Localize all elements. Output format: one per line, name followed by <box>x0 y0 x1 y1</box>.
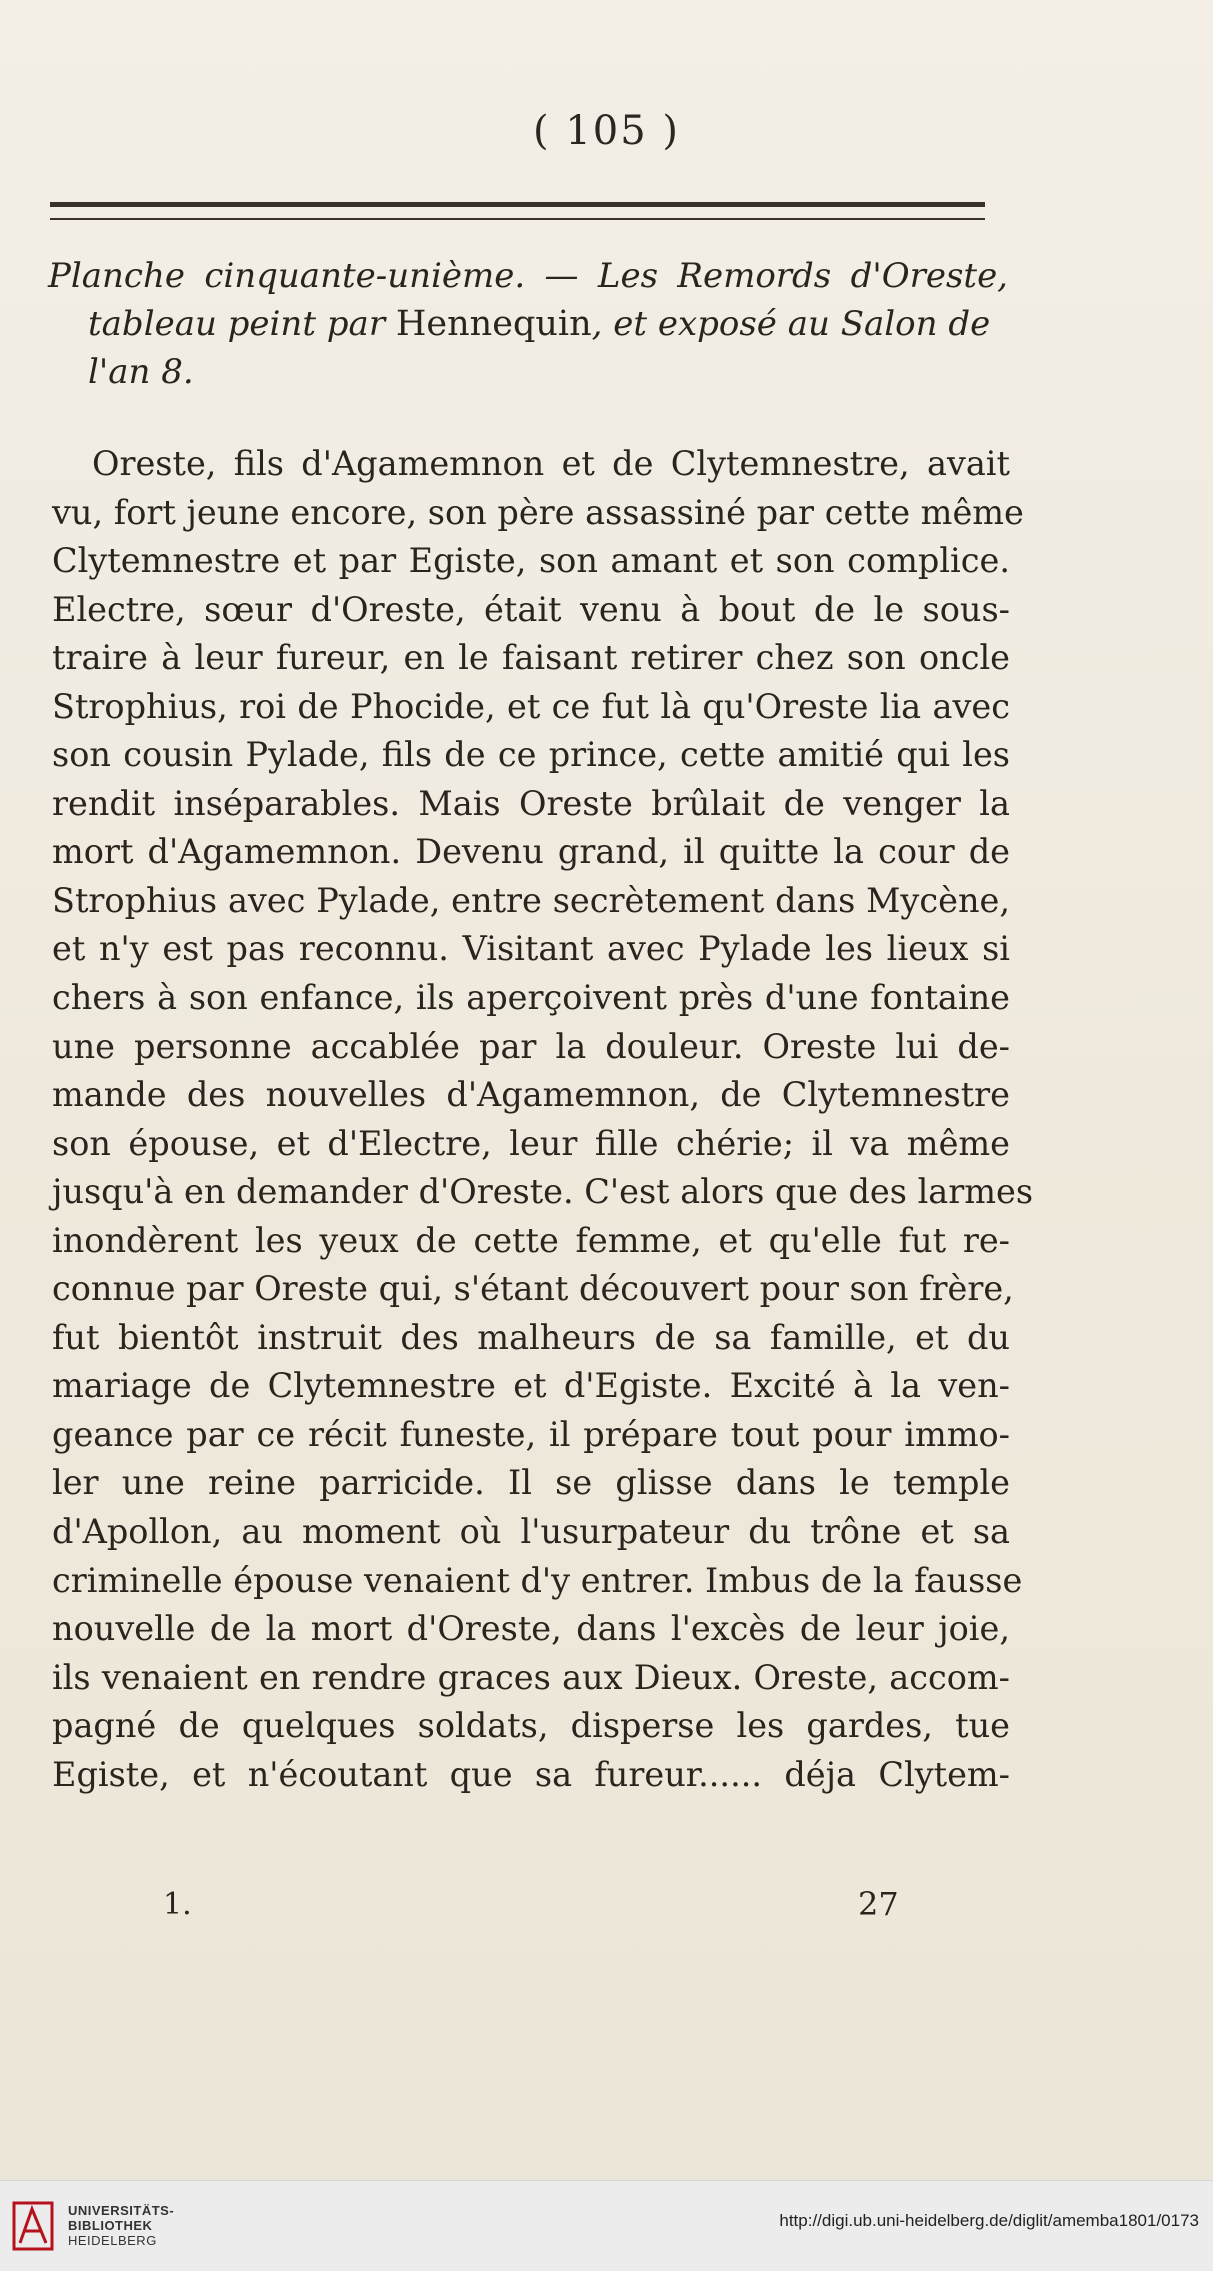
caption-line-3: l'an 8. <box>88 352 194 392</box>
text-line: criminelle épouse venaient d'y entrer. Imbus de la fausse <box>52 1560 1023 1600</box>
caption-line-1: Planche cinquante-unième. — Les Remords d'Oreste, <box>48 256 1008 296</box>
text-line: geance par ce récit funeste, il prépare tout pour immo- <box>52 1414 1010 1454</box>
library-name <box>68 2203 174 2248</box>
header-rule-thick <box>50 202 985 207</box>
university-logo-icon <box>12 2201 54 2251</box>
text-line: vu, fort jeune encore, son père assassiné par cette même <box>52 492 1024 532</box>
library-line-1: UNIVERSITÄTS- <box>68 2203 175 2218</box>
text-line: traire à leur fureur, en le faisant retirer chez son oncle <box>52 638 1010 678</box>
text-line: mariage de Clytemnestre et d'Egiste. Excité à la ven- <box>52 1366 1010 1406</box>
caption-text-a: tableau peint par <box>88 304 386 344</box>
text-line: inondèrent les yeux de cette femme, et qu'elle fut re- <box>52 1220 1010 1260</box>
text-line: connue par Oreste qui, s'étant découvert pour son frère, <box>52 1269 1014 1309</box>
text-line: ler une reine parricide. Il se glisse dans le temple <box>52 1463 1010 1503</box>
text-line: ils venaient en rendre graces aux Dieux. Oreste, accom- <box>52 1657 1010 1697</box>
text-line: une personne accablée par la douleur. Oreste lui de- <box>52 1026 1010 1066</box>
text-line: chers à son enfance, ils aperçoivent près d'une fontaine <box>52 978 1010 1018</box>
text-line: d'Apollon, au moment où l'usurpateur du trône et sa <box>52 1512 1010 1552</box>
text-line: son épouse, et d'Electre, leur fille chérie; il va même <box>52 1123 1010 1163</box>
text-line: fut bientôt instruit des malheurs de sa famille, et du <box>52 1317 1010 1357</box>
caption-line-2 <box>48 300 1008 348</box>
text-line: Egiste, et n'écoutant que sa fureur...... déja Clytem- <box>52 1754 1010 1794</box>
text-line: Strophius, roi de Phocide, et ce fut là qu'Oreste lia avec <box>52 686 1010 726</box>
permalink-url[interactable]: http://digi.ub.uni-heidelberg.de/diglit/amemba1801/0173 <box>779 2211 1199 2230</box>
text-line: rendit inséparables. Mais Oreste brûlait de venger la <box>52 783 1010 823</box>
page-number: ( 105 ) <box>533 108 680 154</box>
header-rule-thin <box>50 218 985 220</box>
text-line: pagné de quelques soldats, disperse les gardes, tue <box>52 1706 1010 1746</box>
library-line-2: BIBLIOTHEK <box>68 2218 153 2233</box>
text-line: et n'y est pas reconnu. Visitant avec Pylade les lieux si <box>52 929 1010 969</box>
caption-text-b: , et exposé au Salon de <box>591 304 991 344</box>
text-line: jusqu'à en demander d'Oreste. C'est alors que des larmes <box>52 1172 1034 1212</box>
library-line-3: HEIDELBERG <box>68 2233 157 2248</box>
signature-mark: 1. <box>163 1887 192 1922</box>
text-line: mort d'Agamemnon. Devenu grand, il quitte la cour de <box>52 832 1010 872</box>
text-line: Oreste, fils d'Agamemnon et de Clytemnestre, avait <box>92 444 1010 483</box>
text-line: Electre, sœur d'Oreste, était venu à bout de le sous- <box>52 589 1010 629</box>
text-line: mande des nouvelles d'Agamemnon, de Clytemnestre <box>52 1075 1010 1115</box>
text-line: son cousin Pylade, fils de ce prince, cette amitié qui les <box>52 735 1010 775</box>
body-paragraph <box>52 440 1034 1799</box>
text-line: Strophius avec Pylade, entre secrètement dans Mycène, <box>52 880 1010 920</box>
text-line: Clytemnestre et par Egiste, son amant et son complice. <box>52 541 1010 581</box>
viewer-footer-bar <box>0 2180 1213 2271</box>
text-line: nouvelle de la mort d'Oreste, dans l'excès de leur joie, <box>52 1609 1010 1649</box>
painter-name: Hennequin <box>395 304 592 344</box>
catchword: 27 <box>858 1885 899 1923</box>
plate-caption <box>48 252 1008 396</box>
